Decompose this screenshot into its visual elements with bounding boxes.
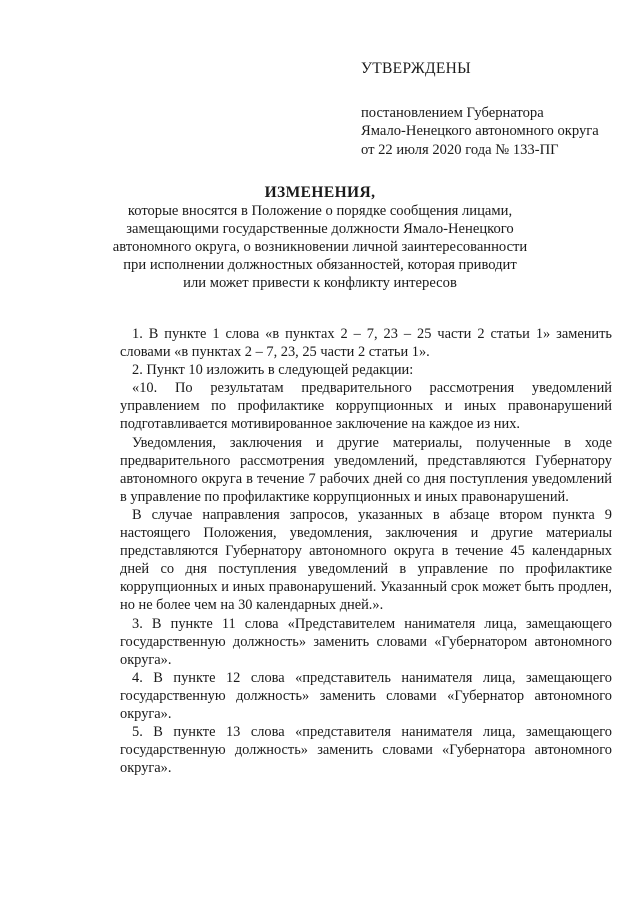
document-subtitle-line: при исполнении должностных обязанностей, которая приводит bbox=[123, 256, 517, 273]
paragraph-quote-start bbox=[120, 379, 612, 433]
paragraph-line: управлением по профилактике коррупционных и иных правонарушений bbox=[120, 398, 612, 415]
approval-line: от 22 июля 2020 года № 133-ПГ bbox=[361, 141, 559, 158]
paragraph-line: «10. По результатам предварительного рассмотрения уведомлений bbox=[132, 380, 612, 397]
title-block bbox=[110, 184, 530, 292]
paragraph-line: государственную должность» заменить словами «Губернатора автономного bbox=[120, 742, 612, 759]
paragraph-line: округа». bbox=[120, 651, 172, 668]
paragraph-line: дней со дня поступления уведомлений в управление по профилактике bbox=[120, 561, 612, 578]
paragraph-line: представляются Губернатору автономного округа в течение 45 календарных bbox=[120, 543, 612, 560]
paragraph-line: 1. В пункте 1 слова «в пунктах 2 – 7, 23 – 25 части 2 статьи 1» заменить bbox=[132, 326, 612, 342]
paragraph-line: 3. В пункте 11 слова «Представителем нанимателя лица, замещающего bbox=[132, 615, 612, 632]
paragraph-requests bbox=[120, 506, 612, 615]
paragraph-item-5 bbox=[120, 723, 612, 777]
paragraph-item-3 bbox=[120, 615, 612, 669]
document-subtitle-line: замещающими государственные должности Ямало-Ненецкого bbox=[126, 220, 514, 237]
approval-line: постановлением Губернатора bbox=[361, 104, 544, 121]
paragraph-line: словами «в пунктах 2 – 7, 23, 25 части 2 статьи 1». bbox=[120, 344, 430, 361]
approval-block bbox=[361, 60, 626, 159]
paragraph-line: подготавливается мотивированное заключение на каждое из них. bbox=[120, 416, 520, 433]
paragraph-line: В случае направления запросов, указанных в абзаце втором пункта 9 bbox=[132, 506, 612, 523]
paragraph-line: округа». bbox=[120, 760, 172, 777]
document-subtitle-line: которые вносятся в Положение о порядке сообщения лицами, bbox=[127, 202, 513, 219]
document-subtitle-line: автономного округа, о возникновении личной заинтересованности bbox=[112, 238, 528, 255]
paragraph-line: но не более чем на 30 календарных дней.». bbox=[120, 597, 384, 614]
paragraph-line: коррупционных и иных правонарушений. Указанный срок может быть продлен, bbox=[120, 579, 612, 596]
paragraph-line: 4. В пункте 12 слова «представитель нанимателя лица, замещающего bbox=[132, 669, 612, 686]
paragraph-line: государственную должность» заменить словами «Губернатором автономного bbox=[120, 633, 612, 650]
paragraph-line: округа». bbox=[120, 705, 172, 722]
paragraph-line: Уведомления, заключения и другие материалы, полученные в ходе bbox=[132, 434, 612, 451]
paragraph-line: 2. Пункт 10 изложить в следующей редакции: bbox=[132, 362, 414, 379]
paragraph-line: государственную должность» заменить словами «Губернатор автономного bbox=[120, 687, 612, 704]
paragraph-materials bbox=[120, 434, 612, 506]
paragraph-line: предварительного рассмотрения уведомлений, представляются Губернатору bbox=[120, 452, 612, 469]
paragraph-line: автономного округа в течение 7 рабочих дней со дня поступления уведомлений bbox=[120, 470, 612, 487]
document-title: ИЗМЕНЕНИЯ, bbox=[264, 184, 376, 201]
paragraph-item-1 bbox=[120, 325, 612, 361]
document-body bbox=[120, 325, 612, 777]
document-subtitle-line: или может привести к конфликту интересов bbox=[183, 274, 457, 291]
paragraph-line: в управление по профилактике коррупционных и иных правонарушений. bbox=[120, 488, 569, 505]
paragraph-item-4 bbox=[120, 669, 612, 723]
approval-heading: УТВЕРЖДЕНЫ bbox=[361, 60, 471, 77]
paragraph-line: настоящего Положения, уведомления, заключения и другие материалы bbox=[120, 525, 612, 542]
approval-line: Ямало-Ненецкого автономного округа bbox=[361, 123, 599, 139]
paragraph-item-2 bbox=[120, 361, 612, 379]
paragraph-line: 5. В пункте 13 слова «представителя нанимателя лица, замещающего bbox=[132, 724, 612, 741]
